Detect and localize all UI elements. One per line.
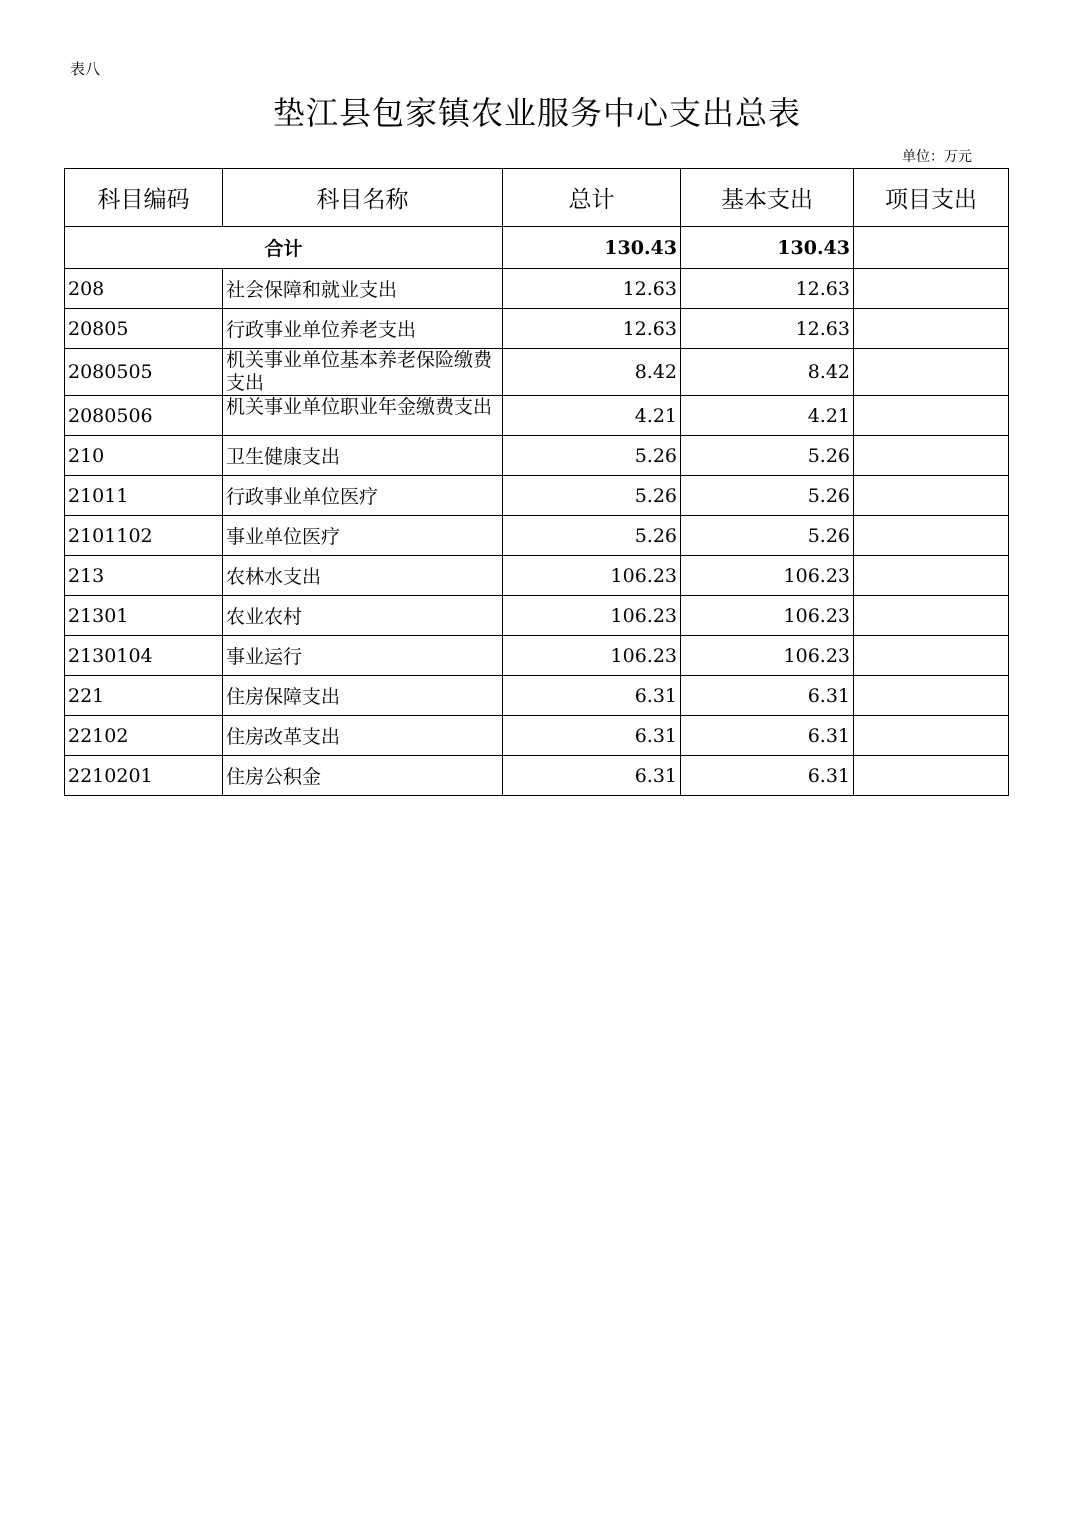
row-total: 4.21 xyxy=(503,396,681,436)
row-basic: 12.63 xyxy=(681,269,854,309)
table-row xyxy=(65,269,1009,309)
row-code: 2101102 xyxy=(65,516,223,556)
row-total: 8.42 xyxy=(503,349,681,396)
table-row xyxy=(65,476,1009,516)
row-basic: 6.31 xyxy=(681,756,854,796)
row-project xyxy=(854,516,1009,556)
row-code: 2130104 xyxy=(65,636,223,676)
row-project xyxy=(854,556,1009,596)
row-code: 221 xyxy=(65,676,223,716)
table-row xyxy=(65,716,1009,756)
table-row xyxy=(65,636,1009,676)
row-total: 12.63 xyxy=(503,309,681,349)
row-total: 6.31 xyxy=(503,756,681,796)
table-row xyxy=(65,676,1009,716)
row-total: 5.26 xyxy=(503,436,681,476)
total-row xyxy=(65,227,1009,269)
row-basic: 106.23 xyxy=(681,596,854,636)
header-basic: 基本支出 xyxy=(681,169,854,227)
row-basic: 5.26 xyxy=(681,476,854,516)
total-label: 合计 xyxy=(65,227,503,269)
row-code: 21011 xyxy=(65,476,223,516)
table-row xyxy=(65,309,1009,349)
row-name: 社会保障和就业支出 xyxy=(223,269,503,309)
expenditure-table xyxy=(64,168,1009,796)
table-row xyxy=(65,349,1009,396)
row-code: 22102 xyxy=(65,716,223,756)
row-name: 事业单位医疗 xyxy=(223,516,503,556)
table-row xyxy=(65,436,1009,476)
total-project xyxy=(854,227,1009,269)
row-name: 卫生健康支出 xyxy=(223,436,503,476)
row-total: 106.23 xyxy=(503,636,681,676)
page-title: 垫江县包家镇农业服务中心支出总表 xyxy=(272,94,801,132)
row-name: 住房保障支出 xyxy=(223,676,503,716)
row-name: 机关事业单位基本养老保险缴费支出 xyxy=(223,349,503,396)
row-name: 住房改革支出 xyxy=(223,716,503,756)
row-total: 12.63 xyxy=(503,269,681,309)
row-code: 2210201 xyxy=(65,756,223,796)
row-code: 213 xyxy=(65,556,223,596)
row-total: 5.26 xyxy=(503,476,681,516)
total-total: 130.43 xyxy=(503,227,681,269)
row-code: 2080505 xyxy=(65,349,223,396)
row-project xyxy=(854,636,1009,676)
table-header-row xyxy=(65,169,1009,227)
row-basic: 5.26 xyxy=(681,516,854,556)
row-total: 6.31 xyxy=(503,676,681,716)
row-basic: 6.31 xyxy=(681,676,854,716)
table-row xyxy=(65,596,1009,636)
row-project xyxy=(854,756,1009,796)
row-code: 210 xyxy=(65,436,223,476)
table-body xyxy=(65,227,1009,796)
row-name: 农林水支出 xyxy=(223,556,503,596)
row-project xyxy=(854,436,1009,476)
row-basic: 8.42 xyxy=(681,349,854,396)
row-total: 106.23 xyxy=(503,556,681,596)
total-basic: 130.43 xyxy=(681,227,854,269)
table-row xyxy=(65,396,1009,436)
row-total: 106.23 xyxy=(503,596,681,636)
row-code: 20805 xyxy=(65,309,223,349)
row-code: 208 xyxy=(65,269,223,309)
row-project xyxy=(854,309,1009,349)
row-name: 行政事业单位养老支出 xyxy=(223,309,503,349)
row-project xyxy=(854,716,1009,756)
table-row xyxy=(65,556,1009,596)
row-project xyxy=(854,676,1009,716)
row-basic: 4.21 xyxy=(681,396,854,436)
row-name: 机关事业单位职业年金缴费支出 xyxy=(223,396,503,436)
sheet-label: 表八 xyxy=(70,60,101,78)
row-basic: 5.26 xyxy=(681,436,854,476)
unit-label: 单位：万元 xyxy=(902,149,972,165)
row-project xyxy=(854,476,1009,516)
row-code: 2080506 xyxy=(65,396,223,436)
table-row xyxy=(65,756,1009,796)
row-project xyxy=(854,396,1009,436)
row-name: 农业农村 xyxy=(223,596,503,636)
row-project xyxy=(854,349,1009,396)
header-total: 总计 xyxy=(503,169,681,227)
row-project xyxy=(854,269,1009,309)
header-code: 科目编码 xyxy=(65,169,223,227)
header-project: 项目支出 xyxy=(854,169,1009,227)
row-code: 21301 xyxy=(65,596,223,636)
row-name: 行政事业单位医疗 xyxy=(223,476,503,516)
row-name: 事业运行 xyxy=(223,636,503,676)
row-total: 5.26 xyxy=(503,516,681,556)
row-basic: 106.23 xyxy=(681,556,854,596)
row-basic: 12.63 xyxy=(681,309,854,349)
row-project xyxy=(854,596,1009,636)
row-total: 6.31 xyxy=(503,716,681,756)
header-name: 科目名称 xyxy=(223,169,503,227)
row-basic: 6.31 xyxy=(681,716,854,756)
row-name: 住房公积金 xyxy=(223,756,503,796)
row-basic: 106.23 xyxy=(681,636,854,676)
table-row xyxy=(65,516,1009,556)
